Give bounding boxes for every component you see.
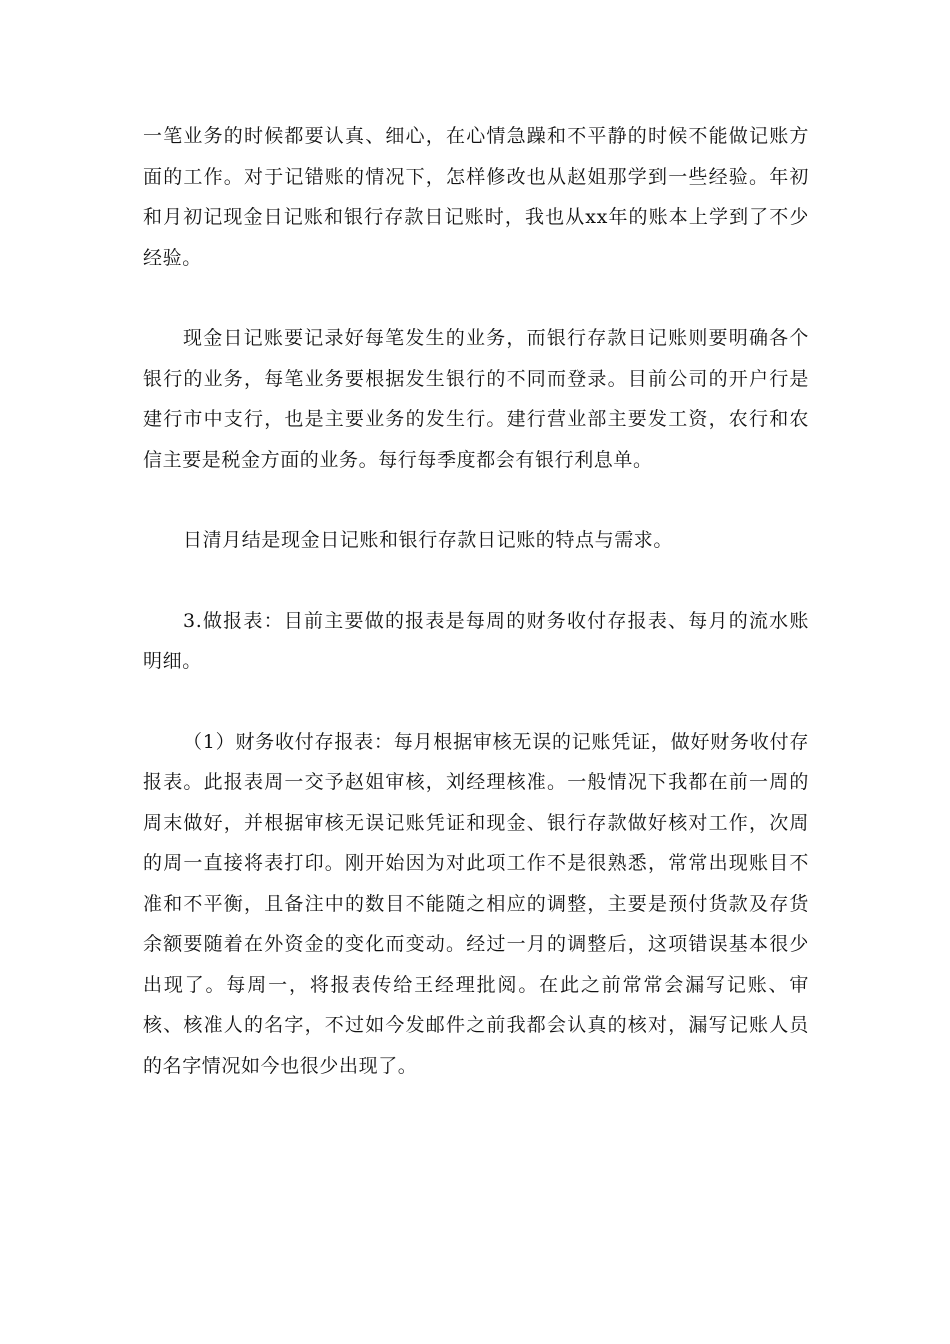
paragraph-cash-journal: 现金日记账要记录好每笔发生的业务，而银行存款日记账则要明确各个银行的业务，每笔业务要根据发生银行的不同而登录。目前公司的开户行是建行市中支行，也是主要业务的发生行。建行营业部主要发工资，农行和农信主要是税金方面的业务。每行每季度都会有银行利息单。	[143, 327, 809, 471]
paragraph-reports-heading: 3.做报表：目前主要做的报表是每周的财务收付存报表、每月的流水账明细。	[143, 609, 809, 672]
paragraph-continuation: 一笔业务的时候都要认真、细心，在心情急躁和不平静的时候不能做记账方面的工作。对于记错账的情况下，怎样修改也从赵姐那学到一些经验。年初和月初记现金日记账和银行存款日记账时，我也从xx年的账本上学到了不少经验。	[143, 125, 809, 269]
paragraph-finance-report: （1）财务收付存报表：每月根据审核无误的记账凭证，做好财务收付存报表。此报表周一交予赵姐审核，刘经理核准。一般情况下我都在前一周的周末做好，并根据审核无误记账凭证和现金、银行存款做好核对工作，次周的周一直接将表打印。刚开始因为对此项工作不是很熟悉，常常出现账目不准和不平衡，且备注中的数目不能随之相应的调整，主要是预付货款及存货余额要随着在外资金的变化而变动。经过一月的调整后，这项错误基本很少出现了。每周一，将报表传给王经理批阅。在此之前常常会漏写记账、审核、核准人的名字，不过如今发邮件之前我都会认真的核对，漏写记账人员的名字情况如今也很少出现了。	[143, 730, 809, 1077]
document-body	[143, 116, 809, 1086]
paragraph-daily-settlement: 日清月结是现金日记账和银行存款日记账的特点与需求。	[183, 529, 674, 551]
